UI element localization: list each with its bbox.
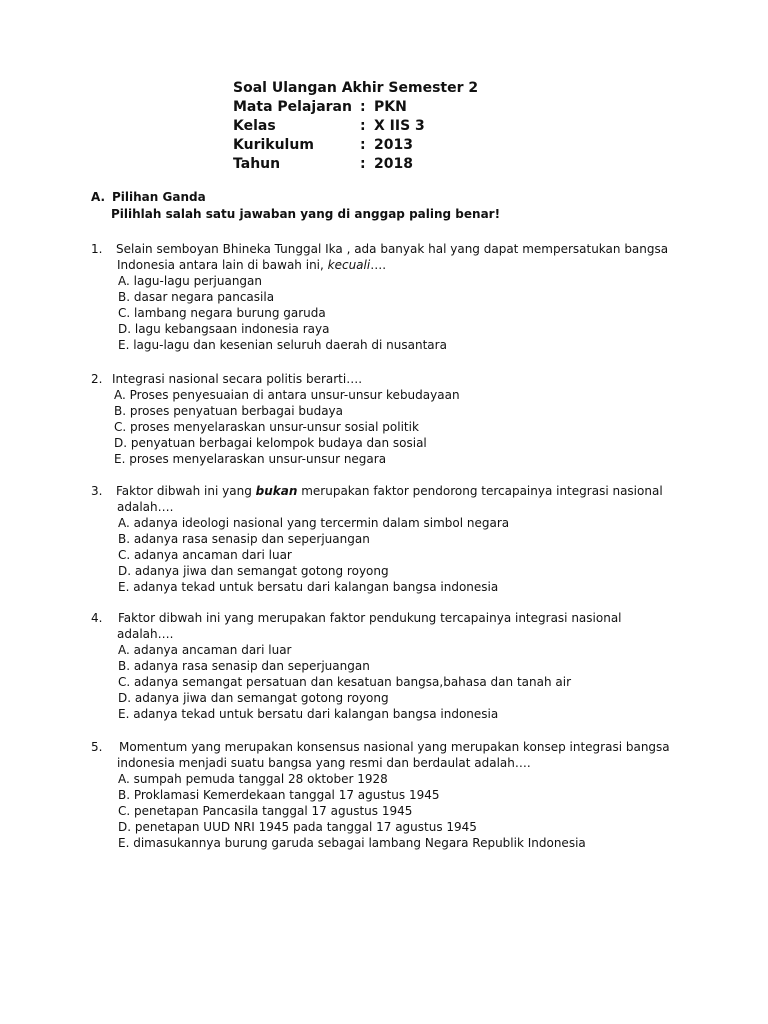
answer-option: E. adanya tekad untuk bersatu dari kalangan bangsa indonesia (118, 580, 499, 594)
exam-title: Soal Ulangan Akhir Semester 2 (233, 80, 479, 96)
question-text: Selain semboyan Bhineka Tunggal Ika , ada banyak hal yang dapat mempersatukan bangsa (116, 242, 669, 256)
section-heading (91, 189, 500, 223)
header-row-year (233, 155, 478, 174)
question-5 (91, 739, 670, 851)
question-emphasis: kecuali (327, 258, 371, 272)
question-stem (91, 610, 622, 626)
header-value: 2013 (374, 137, 413, 153)
header-row-class (233, 117, 478, 136)
answer-option: A. adanya ancaman dari luar (118, 643, 292, 657)
question-text-continued: adalah…. (117, 500, 174, 514)
question-3 (91, 483, 663, 595)
question-text-continued: indonesia menjadi suatu bangsa yang resmi dan berdaulat adalah…. (117, 756, 531, 770)
header-label: Kurikulum (233, 137, 314, 153)
header-colon: : (360, 137, 366, 153)
header-colon: : (360, 156, 366, 172)
answer-option: E. lagu-lagu dan kesenian seluruh daerah di nusantara (118, 338, 447, 352)
question-number: 1. (91, 242, 103, 256)
header-colon: : (360, 118, 366, 134)
header-row-curriculum (233, 136, 478, 155)
header-label: Kelas (233, 118, 276, 134)
answer-option: D. adanya jiwa dan semangat gotong royong (118, 564, 389, 578)
answer-option: C. adanya semangat persatuan dan kesatuan bangsa,bahasa dan tanah air (118, 675, 571, 689)
question-text-continued: adalah…. (117, 627, 174, 641)
answer-option: B. proses penyatuan berbagai budaya (114, 404, 344, 418)
answer-option: C. lambang negara burung garuda (118, 306, 326, 320)
answer-option: A. sumpah pemuda tanggal 28 oktober 1928 (118, 772, 388, 786)
question-2 (91, 371, 460, 467)
question-1 (91, 241, 668, 353)
answer-option: E. adanya tekad untuk bersatu dari kalangan bangsa indonesia (118, 707, 499, 721)
answer-option: B. dasar negara pancasila (118, 290, 275, 304)
answer-option: B. adanya rasa senasip dan seperjuangan (118, 532, 370, 546)
question-stem (91, 739, 670, 755)
answer-option: E. dimasukannya burung garuda sebagai lambang Negara Republik Indonesia (118, 836, 586, 850)
question-text-part: Faktor dibwah ini yang (116, 484, 256, 498)
question-stem (91, 371, 460, 387)
answer-option: B. Proklamasi Kemerdekaan tanggal 17 agustus 1945 (118, 788, 440, 802)
section-title: Pilihan Ganda (112, 190, 206, 204)
header-label: Mata Pelajaran (233, 99, 352, 115)
section-instruction: Pilihlah salah satu jawaban yang di anggap paling benar! (111, 207, 501, 221)
question-4 (91, 610, 622, 722)
header-label: Tahun (233, 156, 281, 172)
question-text: Faktor dibwah ini yang merupakan faktor pendukung tercapainya integrasi nasional (118, 611, 622, 625)
answer-option: C. proses menyelaraskan unsur-unsur sosial politik (114, 420, 419, 434)
header-value: PKN (374, 99, 407, 115)
question-number: 2. (91, 372, 103, 386)
header-value: 2018 (374, 156, 413, 172)
answer-option: C. adanya ancaman dari luar (118, 548, 292, 562)
question-text-part: …. (370, 258, 387, 272)
exam-header (233, 79, 478, 174)
answer-option: D. penetapan UUD NRI 1945 pada tanggal 17 agustus 1945 (118, 820, 477, 834)
question-stem (91, 483, 663, 499)
answer-option: C. penetapan Pancasila tanggal 17 agustus 1945 (118, 804, 413, 818)
question-text-part: Indonesia antara lain di bawah ini, (117, 258, 328, 272)
question-stem (91, 241, 668, 257)
question-text: Momentum yang merupakan konsensus nasional yang merupakan konsep integrasi bangsa (119, 740, 670, 754)
header-row-subject (233, 98, 478, 117)
header-colon: : (360, 99, 366, 115)
question-number: 3. (91, 484, 103, 498)
answer-option: A. lagu-lagu perjuangan (118, 274, 262, 288)
question-number: 4. (91, 611, 103, 625)
section-letter: A. (91, 190, 106, 204)
question-text-part: merupakan faktor pendorong tercapainya integrasi nasional (297, 484, 663, 498)
answer-option: A. Proses penyesuaian di antara unsur-unsur kebudayaan (114, 388, 460, 402)
answer-option: D. penyatuan berbagai kelompok budaya dan sosial (114, 436, 427, 450)
answer-option: B. adanya rasa senasip dan seperjuangan (118, 659, 370, 673)
answer-option: D. lagu kebangsaan indonesia raya (118, 322, 330, 336)
header-value: X IIS 3 (374, 118, 425, 134)
section-title-line (91, 189, 500, 206)
question-text: Integrasi nasional secara politis berarti…. (112, 372, 363, 386)
question-number: 5. (91, 740, 103, 754)
answer-option: D. adanya jiwa dan semangat gotong royong (118, 691, 389, 705)
answer-option: A. adanya ideologi nasional yang tercermin dalam simbol negara (118, 516, 510, 530)
answer-option: E. proses menyelaraskan unsur-unsur negara (114, 452, 387, 466)
question-text-continued (91, 257, 668, 273)
question-emphasis: bukan (255, 484, 298, 498)
